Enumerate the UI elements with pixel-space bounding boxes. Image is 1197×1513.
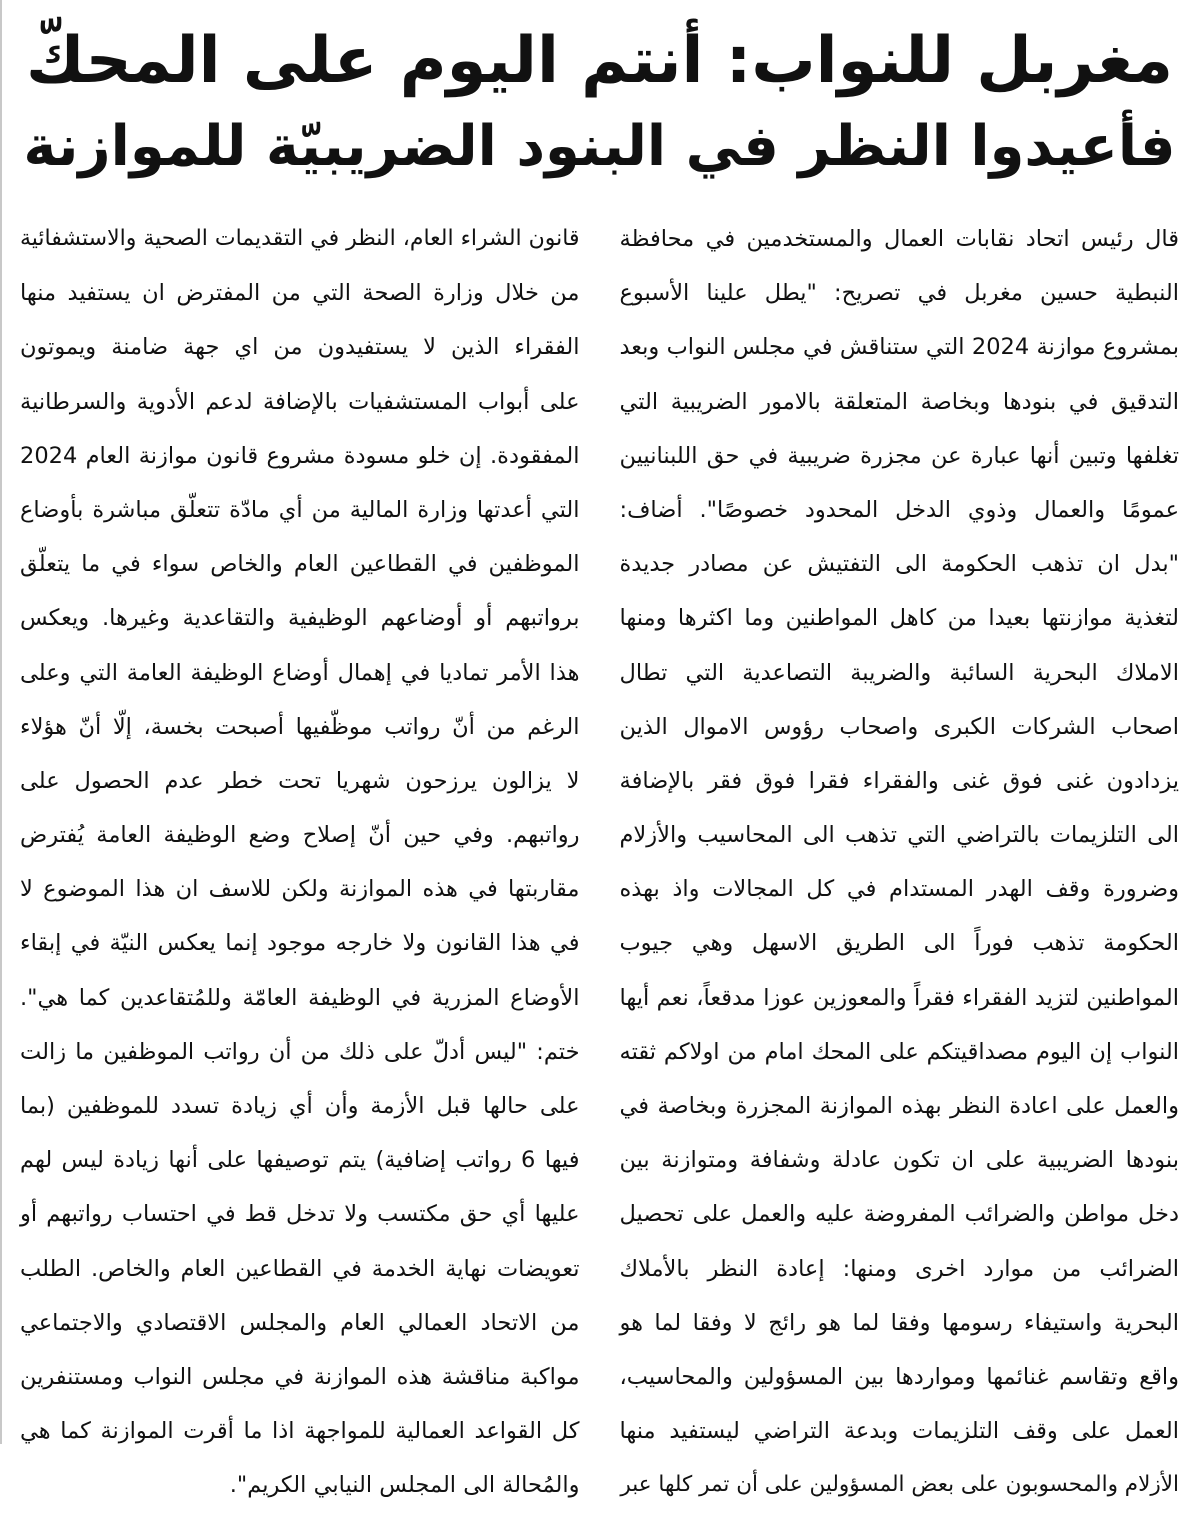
- article-line: اصحاب الشركات الكبرى واصحاب رؤوس الاموال الذين: [619, 713, 1179, 740]
- article-line: التي أعدتها وزارة المالية من أي مادّة تتعلّق مباشرة بأوضاع: [20, 496, 580, 523]
- article-line: هذا الأمر تماديا في إهمال أوضاع الوظيفة العامة التي وعلى: [20, 659, 580, 686]
- article-column-right: [619, 212, 1180, 1498]
- article-line: واقع وتقاسم غنائمها ومواردها بين المسؤولين والمحاسيب،: [619, 1363, 1179, 1390]
- article-line: قال رئيس اتحاد نقابات العمال والمستخدمين في محافظة: [619, 226, 1179, 252]
- article-line: والمُحالة الى المجلس النيابي الكريم".: [229, 1472, 580, 1499]
- article-line: المفقودة. إن خلو مسودة مشروع قانون موازنة العام 2024: [20, 442, 580, 469]
- article-line: الأوضاع المزرية في الوظيفة العامّة وللمُتقاعدين كما هي".: [20, 984, 580, 1011]
- article-line: الرغم من أنّ رواتب موظّفيها أصبحت بخسة، إلّا أنّ هؤلاء: [20, 713, 580, 740]
- article-line: "بدل ان تذهب الحكومة الى التفتيش عن مصادر جديدة: [619, 551, 1179, 578]
- article-line: على أبواب المستشفيات بالإضافة لدعم الأدوية والسرطانية: [20, 388, 580, 415]
- article-line: العمل على وقف التلزيمات وبدعة التراضي ليستفيد منها: [619, 1418, 1179, 1445]
- article-line: الاملاك البحرية السائبة والضريبة التصاعدية التي تطال: [619, 659, 1179, 686]
- article-line: الأزلام والمحسوبون على بعض المسؤولين على أن تمر كلها عبر: [620, 1472, 1179, 1498]
- article-line: النواب إن اليوم مصداقيتكم على المحك امام من اولاكم ثقته: [619, 1038, 1179, 1065]
- article-line: ختم: "ليس أدلّ على ذلك من أن رواتب الموظفين ما زالت: [20, 1038, 580, 1065]
- article-line: لتغذية موازنتها بعيدا من كاهل المواطنين وما اكثرها ومنها: [619, 605, 1179, 632]
- article-column-left: [20, 212, 580, 1499]
- article-line: تعويضات نهاية الخدمة في القطاعين العام والخاص. الطلب: [20, 1255, 580, 1282]
- article-line: والعمل على اعادة النظر بهذه الموازنة المجزرة وبخاصة في: [619, 1093, 1179, 1119]
- article-line: بنودها الضريبية على ان تكون عادلة وشفافة ومتوازنة بين: [619, 1147, 1179, 1174]
- article-line: مواكبة مناقشة هذه الموازنة في مجلس النواب ومستنفرين: [20, 1363, 580, 1390]
- article-line: عليها أي حق مكتسب ولا تدخل قط في احتساب رواتبهم أو: [20, 1201, 580, 1228]
- headline: [22, 18, 1177, 200]
- article-line: بمشروع موازنة 2024 التي ستناقش في مجلس النواب وبعد: [619, 334, 1179, 361]
- article-line: دخل مواطن والضرائب المفروضة عليه والعمل على تحصيل: [619, 1201, 1179, 1228]
- article-line: في هذا القانون ولا خارجه موجود إنما يعكس النيّة في إبقاء: [20, 930, 580, 957]
- article-line: يزدادون غنى فوق غنى والفقراء فقرا فوق فقر بالإضافة: [619, 767, 1179, 794]
- article-line: المواطنين لتزيد الفقراء فقراً والمعوزين عوزا مدقعاً، نعم أيها: [619, 984, 1179, 1011]
- article-line: على حالها قبل الأزمة وأن أي زيادة تسدد للموظفين (بما: [20, 1093, 580, 1119]
- article-line: النبطية حسين مغربل في تصريح: "يطل علينا الأسبوع: [619, 280, 1179, 307]
- article-body: [20, 212, 1179, 1499]
- article-line: رواتبهم. وفي حين أنّ إصلاح وضع الوظيفة العامة يُفترض: [20, 822, 580, 849]
- article-line: تغلفها وتبين أنها عبارة عن مجزرة ضريبية في حق اللبنانيين: [619, 442, 1179, 469]
- article-line: الضرائب من موارد اخرى ومنها: إعادة النظر بالأملاك: [619, 1255, 1179, 1282]
- article-line: كل القواعد العمالية للمواجهة اذا ما أقرت الموازنة كما هي: [20, 1418, 580, 1445]
- headline-line-2: فأعيدوا النظر في البنود الضريبيّة للموازنة: [23, 114, 1176, 179]
- headline-line-1: مغربل للنواب: أنتم اليوم على المحكّ: [26, 24, 1173, 98]
- article-line: عمومًا والعمال وذوي الدخل المحدود خصوصًا". أضاف:: [619, 496, 1179, 523]
- article-line: برواتبهم أو أوضاعهم الوظيفية والتقاعدية وغيرها. ويعكس: [20, 605, 580, 632]
- article-line: التدقيق في بنودها وبخاصة المتعلقة بالامور الضريبية التي: [619, 388, 1179, 415]
- article-line: قانون الشراء العام، النظر في التقديمات الصحية والاستشفائية: [20, 226, 580, 251]
- article-line: البحرية واستيفاء رسومها وفقا لما هو رائج لا وفقا لما هو: [619, 1309, 1179, 1336]
- article-line: من الاتحاد العمالي العام والمجلس الاقتصادي والاجتماعي: [20, 1309, 580, 1336]
- article-line: فيها 6 رواتب إضافية) يتم توصيفها على أنها زيادة ليس لهم: [20, 1147, 580, 1174]
- article-line: وضرورة وقف الهدر المستدام في كل المجالات واذ بهذه: [619, 876, 1179, 903]
- article-line: الفقراء الذين لا يستفيدون من اي جهة ضامنة ويموتون: [20, 334, 580, 361]
- article-line: الموظفين في القطاعين العام والخاص سواء في ما يتعلّق: [20, 551, 580, 578]
- article-line: لا يزالون يرزحون شهريا تحت خطر عدم الحصول على: [20, 767, 580, 794]
- article-line: من خلال وزارة الصحة التي من المفترض ان يستفيد منها: [20, 280, 580, 307]
- article-line: الحكومة تذهب فوراً الى الطريق الاسهل وهي جيوب: [619, 930, 1179, 957]
- article-line: الى التلزيمات بالتراضي التي تذهب الى المحاسيب والأزلام: [619, 822, 1179, 849]
- article-line: مقاربتها في هذه الموازنة ولكن للاسف ان هذا الموضوع لا: [20, 876, 580, 903]
